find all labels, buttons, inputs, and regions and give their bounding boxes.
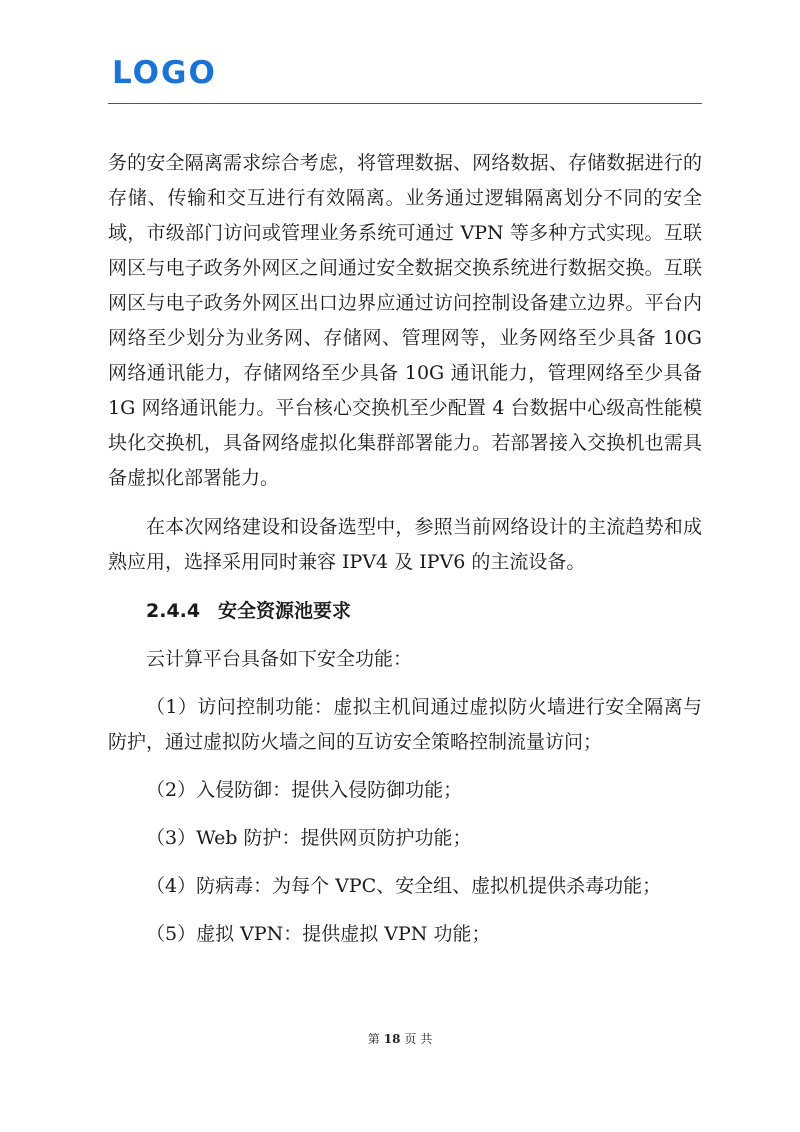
- list-item: （4）防病毒：为每个 VPC、安全组、虚拟机提供杀毒功能；: [146, 875, 662, 897]
- section-number: 2.4.4: [146, 600, 201, 622]
- footer-prefix: 第: [367, 1032, 380, 1046]
- page-number: 18: [383, 1032, 401, 1046]
- logo: LOGO: [112, 55, 217, 91]
- document-body: [108, 146, 702, 952]
- paragraph: 云计算平台具备如下安全功能：: [146, 648, 413, 670]
- page-footer: [0, 1030, 800, 1047]
- list-item: （2）入侵防御：提供入侵防御功能；: [146, 779, 463, 801]
- footer-suffix: 页: [404, 1032, 417, 1046]
- paragraph: 务的安全隔离需求综合考虑，将管理数据、网络数据、存储数据进行的存储、传输和交互进行有效隔离。业务通过逻辑隔离划分不同的安全域，市级部门访问或管理业务系统可通过 VPN 等多种方式实现。互联网区与电子政务外网区之间通过安全数据交换系统进行数据交换。互联网区与电子政务外网区出口边界应通过访问控制设备建立边界。平台内网络至少划分为业务网、存储网、管理网等，业务网络至少具备 10G 网络通讯能力，存储网络至少具备 10G 通讯能力，管理网络至少具备 1G 网络通讯能力。平台核心交换机至少配置 4 台数据中心级高性能模块化交换机，具备网络虚拟化集群部署能力。若部署接入交换机也需具备虚拟化部署能力。: [108, 152, 702, 489]
- section-heading: [108, 594, 702, 629]
- header-divider: [108, 103, 702, 104]
- list-item: （5）虚拟 VPN：提供虚拟 VPN 功能；: [146, 923, 491, 945]
- section-title: 安全资源池要求: [218, 600, 352, 622]
- list-item: （1）访问控制功能：虚拟主机间通过虚拟防火墙进行安全隔离与防护，通过虚拟防火墙之间的互访安全策略控制流量访问；: [108, 696, 702, 753]
- footer-total: 共: [420, 1032, 433, 1046]
- paragraph: 在本次网络建设和设备选型中，参照当前网络设计的主流趋势和成熟应用，选择采用同时兼容 IPV4 及 IPV6 的主流设备。: [108, 516, 702, 573]
- list-item: （3）Web 防护：提供网页防护功能；: [146, 827, 472, 849]
